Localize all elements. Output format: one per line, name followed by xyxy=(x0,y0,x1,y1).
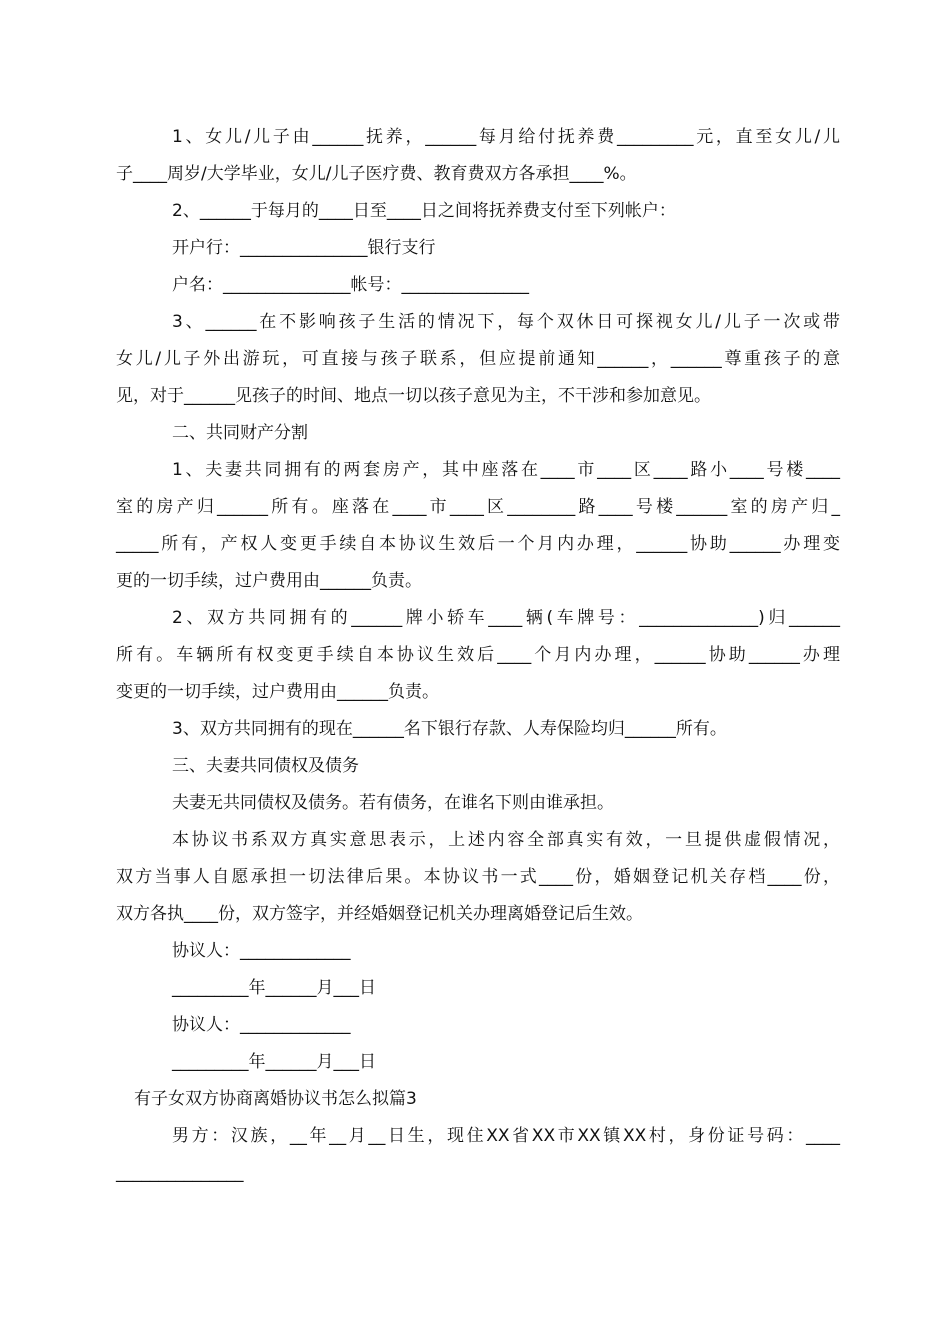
paragraph-line: _______________ xyxy=(116,1163,244,1183)
article-title: 有子女双方协商离婚协议书怎么拟篇3 xyxy=(134,1089,417,1109)
paragraph-line: 男方：汉族，__年__月__日生，现住XX省XX市XX镇XX村，身份证号码：____ xyxy=(172,1126,840,1146)
paragraph-line: 见，对于______见孩子的时间、地点一切以孩子意见为主，不干涉和参加意见。 xyxy=(116,386,711,406)
bank-line: 开户行：_______________银行支行 xyxy=(172,238,436,258)
paragraph-line: 双方各执____份，双方签字，并经婚姻登记机关办理离婚登记后生效。 xyxy=(116,904,643,924)
agreement-text xyxy=(116,119,840,1192)
account-line: 户名：_______________帐号：_______________ xyxy=(172,275,529,295)
paragraph-line: 所有。车辆所有权变更手续自本协议生效后____个月内办理，______协助______办理 xyxy=(116,645,840,665)
paragraph-line: 变更的一切手续，过户费用由______负责。 xyxy=(116,682,439,702)
paragraph-line: 3、______在不影响孩子生活的情况下，每个双休日可探视女儿/儿子一次或带 xyxy=(172,312,840,332)
paragraph-line: 子____周岁/大学毕业，女儿/儿子医疗费、教育费双方各承担____%。 xyxy=(116,164,637,184)
paragraph-line: 更的一切手续，过户费用由______负责。 xyxy=(116,571,422,591)
section-heading: 二、共同财产分割 xyxy=(172,423,308,443)
date-line: _________年______月___日 xyxy=(172,1052,376,1072)
paragraph-line: 1、女儿/儿子由______抚养，______每月给付抚养费_________元，直至女儿/儿 xyxy=(172,127,840,147)
section-heading: 三、夫妻共同债权及债务 xyxy=(172,756,359,776)
paragraph-line: 2、______于每月的____日至____日之间将抚养费支付至下列帐户： xyxy=(172,201,676,221)
paragraph-line: 1、夫妻共同拥有的两套房产，其中座落在____市____区____路小____号楼____ xyxy=(172,460,840,480)
paragraph-line: 双方当事人自愿承担一切法律后果。本协议书一式____份，婚姻登记机关存档____份， xyxy=(116,867,840,887)
paragraph-line: 女儿/儿子外出游玩，可直接与孩子联系，但应提前通知______，______尊重孩子的意 xyxy=(116,349,840,369)
date-line: _________年______月___日 xyxy=(172,978,376,998)
paragraph-line: 2、双方共同拥有的______牌小轿车____辆(车牌号：______________)归______ xyxy=(172,608,840,628)
paragraph-line: 室的房产归______所有。座落在____市____区________路____号楼______室的房产归_ xyxy=(116,497,840,517)
signatory-line: 协议人：_____________ xyxy=(172,1015,351,1035)
paragraph-line: 3、双方共同拥有的现在______名下银行存款、人寿保险均归______所有。 xyxy=(172,719,727,739)
signatory-line: 协议人：_____________ xyxy=(172,941,351,961)
paragraph-line: 本协议书系双方真实意思表示，上述内容全部真实有效，一旦提供虚假情况， xyxy=(172,830,840,850)
paragraph-line: 夫妻无共同债权及债务。若有债务，在谁名下则由谁承担。 xyxy=(172,793,614,813)
paragraph-line: _____所有，产权人变更手续自本协议生效后一个月内办理，______协助______办理变 xyxy=(116,534,840,554)
